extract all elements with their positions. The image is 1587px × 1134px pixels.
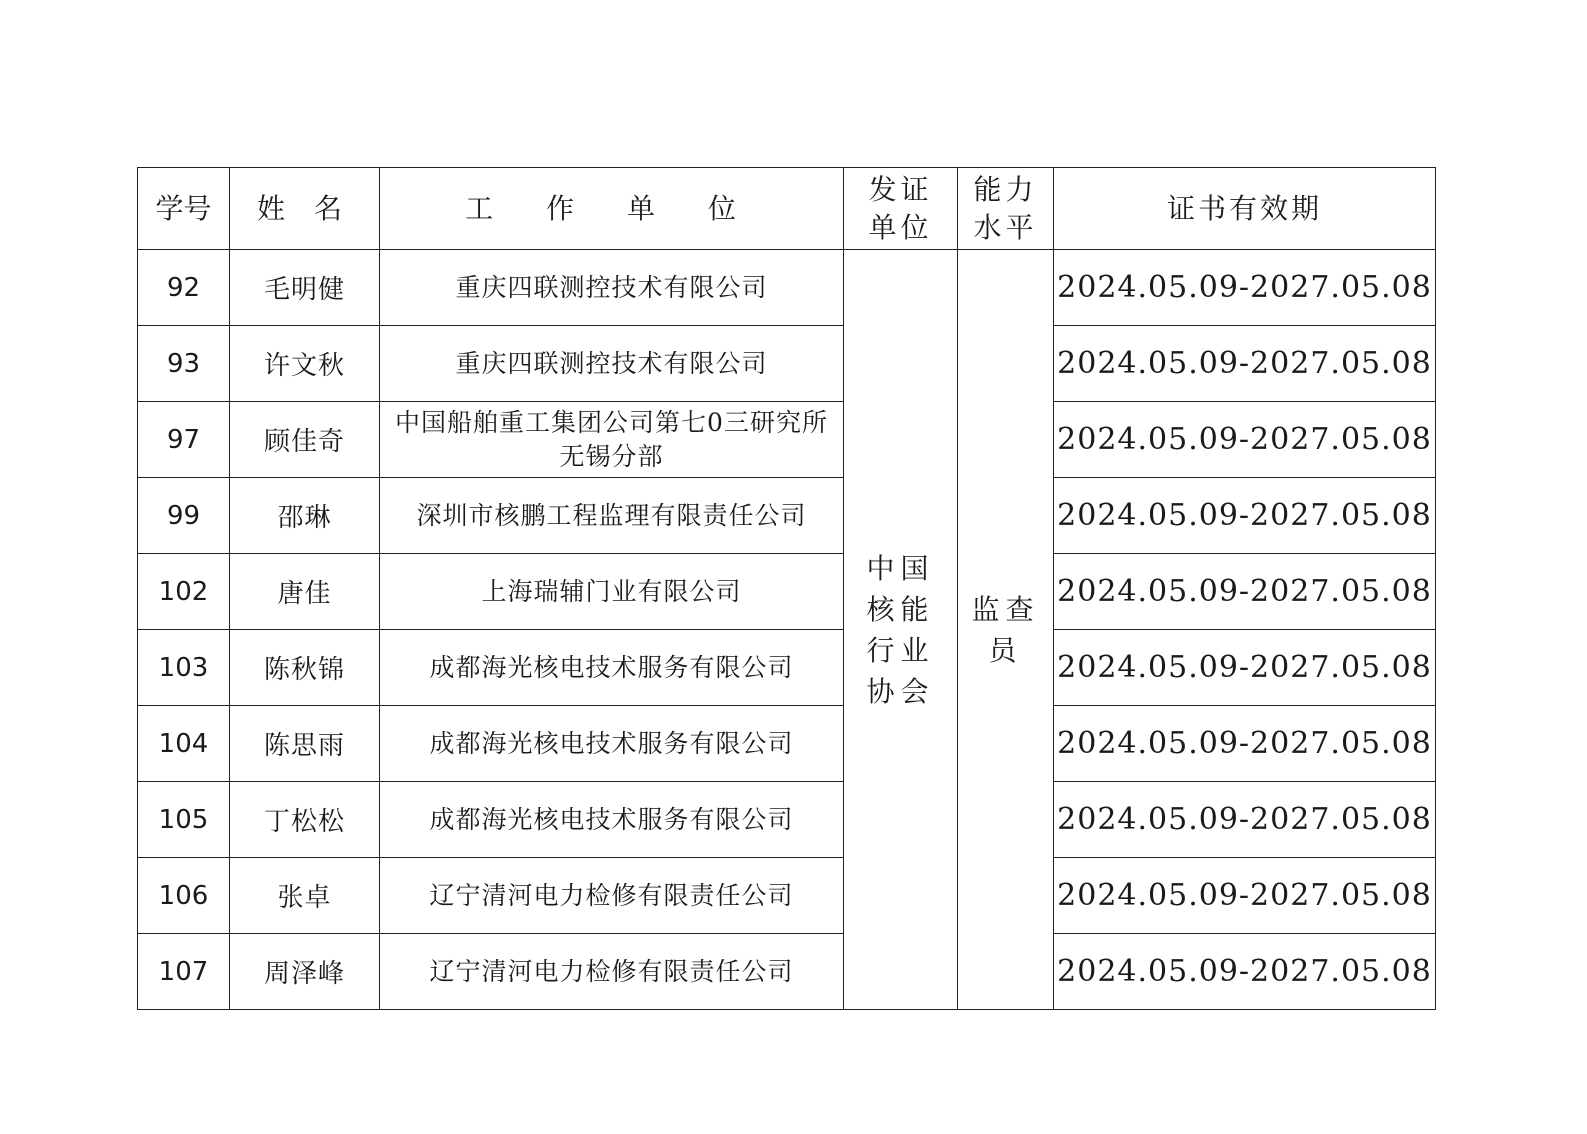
table-row (138, 402, 1436, 478)
table-row (138, 554, 1436, 630)
cell-id: 104 (138, 706, 230, 782)
issuer-line: 行业 (866, 633, 935, 667)
cell-level (958, 250, 1054, 1010)
cell-name: 邵琳 (230, 478, 380, 554)
certificate-table (137, 167, 1436, 1010)
table-row (138, 250, 1436, 326)
table-row (138, 478, 1436, 554)
table-row (138, 858, 1436, 934)
cell-issuer (844, 250, 958, 1010)
cell-validity: 2024.05.09-2027.05.08 (1054, 706, 1436, 782)
cell-name: 许文秋 (230, 326, 380, 402)
cell-name: 张卓 (230, 858, 380, 934)
cell-name: 陈秋锦 (230, 630, 380, 706)
table-row (138, 706, 1436, 782)
cell-validity: 2024.05.09-2027.05.08 (1054, 630, 1436, 706)
cell-validity: 2024.05.09-2027.05.08 (1054, 478, 1436, 554)
cell-name: 周泽峰 (230, 934, 380, 1010)
issuer-line: 协会 (866, 674, 935, 708)
cell-id: 105 (138, 782, 230, 858)
cell-name: 唐佳 (230, 554, 380, 630)
cell-organization: 上海瑞辅门业有限公司 (380, 554, 844, 630)
cell-id: 93 (138, 326, 230, 402)
issuer-line: 中国 (866, 551, 935, 585)
table-row (138, 934, 1436, 1010)
header-issuer-line: 发证 (868, 172, 933, 206)
cell-id: 107 (138, 934, 230, 1010)
cell-id: 102 (138, 554, 230, 630)
header-name: 姓 名 (230, 168, 380, 250)
cell-organization: 成都海光核电技术服务有限公司 (380, 706, 844, 782)
cell-name: 毛明健 (230, 250, 380, 326)
cell-organization: 辽宁清河电力检修有限责任公司 (380, 858, 844, 934)
cell-validity: 2024.05.09-2027.05.08 (1054, 402, 1436, 478)
cell-organization: 辽宁清河电力检修有限责任公司 (380, 934, 844, 1010)
table-body (138, 250, 1436, 1010)
header-level-line: 水平 (973, 210, 1038, 244)
cell-name: 丁松松 (230, 782, 380, 858)
cell-organization: 重庆四联测控技术有限公司 (380, 326, 844, 402)
cell-organization: 中国船舶重工集团公司第七0三研究所无锡分部 (380, 402, 844, 478)
cell-organization: 成都海光核电技术服务有限公司 (380, 782, 844, 858)
level-line: 监查 (971, 592, 1040, 626)
header-row (138, 168, 1436, 250)
header-organization: 工 作 单 位 (380, 168, 844, 250)
header-issuer-line: 单位 (868, 210, 933, 244)
cell-id: 99 (138, 478, 230, 554)
cell-validity: 2024.05.09-2027.05.08 (1054, 782, 1436, 858)
cell-id: 106 (138, 858, 230, 934)
cell-id: 103 (138, 630, 230, 706)
table-row (138, 782, 1436, 858)
cell-organization: 成都海光核电技术服务有限公司 (380, 630, 844, 706)
header-id: 学号 (138, 168, 230, 250)
cell-validity: 2024.05.09-2027.05.08 (1054, 554, 1436, 630)
cell-validity: 2024.05.09-2027.05.08 (1054, 858, 1436, 934)
cell-validity: 2024.05.09-2027.05.08 (1054, 326, 1436, 402)
issuer-line: 核能 (866, 592, 935, 626)
table-header (138, 168, 1436, 250)
cell-validity: 2024.05.09-2027.05.08 (1054, 934, 1436, 1010)
table-row (138, 326, 1436, 402)
level-line: 员 (988, 633, 1023, 667)
cell-validity: 2024.05.09-2027.05.08 (1054, 250, 1436, 326)
cell-name: 顾佳奇 (230, 402, 380, 478)
header-issuer (844, 168, 958, 250)
cell-organization: 深圳市核鹏工程监理有限责任公司 (380, 478, 844, 554)
cell-organization: 重庆四联测控技术有限公司 (380, 250, 844, 326)
header-level-line: 能力 (973, 172, 1038, 206)
cell-id: 97 (138, 402, 230, 478)
table-row (138, 630, 1436, 706)
cell-id: 92 (138, 250, 230, 326)
header-level (958, 168, 1054, 250)
cell-name: 陈思雨 (230, 706, 380, 782)
header-validity: 证书有效期 (1054, 168, 1436, 250)
